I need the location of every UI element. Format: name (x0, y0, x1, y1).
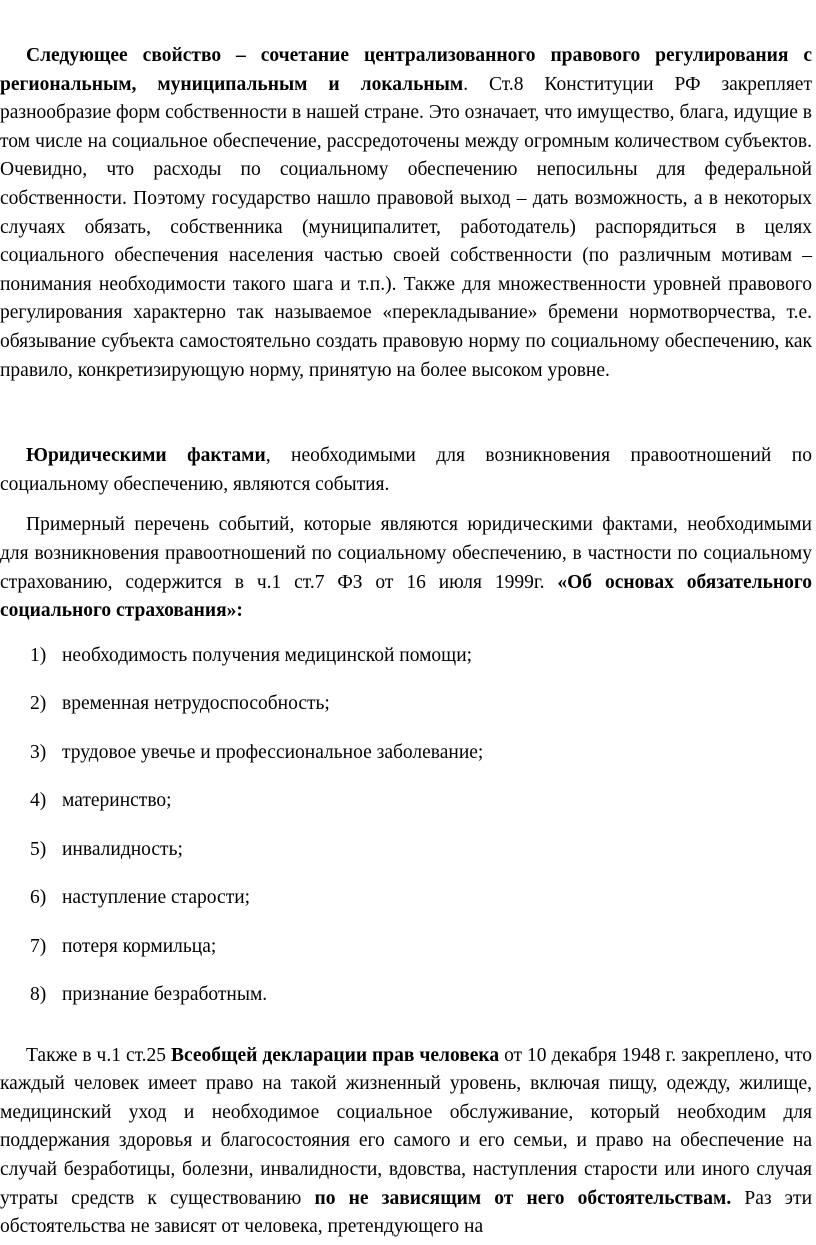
list-item-number: 4) (30, 790, 47, 812)
paragraph-declaration-text-a: Также в ч.1 ст.25 (26, 1044, 171, 1066)
list-item (0, 739, 812, 788)
blank-space (0, 1030, 812, 1042)
events-list (0, 642, 812, 1030)
list-item-text: трудовое увечье и профессиональное заболевание; (62, 741, 484, 763)
paragraph-declaration-text-c: Раз эти обстоятельства не зависят от человека, претендующего на (0, 1187, 813, 1238)
paragraph-declaration-text-b: от 10 декабря 1948 г. закреплено, что каждый человек имеет право на такой жизненный уровень, включая пищу, одежду, жилище, медицинский уход и необходимое социальное обслуживание, который необходим для поддержания здоровья и благосостояния его самого и его семьи, и право на обеспечение на случай безработицы, болезни, инвалидности, вдовства, наступления старости или иного случая утраты средств к существованию (0, 1044, 812, 1209)
list-item-text: временная нетрудоспособность; (62, 693, 330, 715)
list-item (0, 690, 812, 739)
list-item-text: необходимость получения медицинской помощи; (62, 644, 473, 666)
list-item (0, 642, 812, 691)
list-item-number: 5) (30, 838, 47, 860)
list-item-text: потеря кормильца; (62, 935, 217, 957)
paragraph-legal-regulation (0, 42, 812, 385)
list-item-text: признание безработным. (62, 984, 268, 1006)
paragraph-legal-facts-heading: Юридическими фактами (26, 445, 266, 467)
list-item-number: 2) (30, 693, 47, 715)
list-item-text: материнство; (62, 790, 172, 812)
list-item-text: инвалидность; (62, 838, 183, 860)
list-item-number: 7) (30, 935, 47, 957)
blank-space (0, 385, 812, 442)
paragraph-legal-regulation-heading: Следующее свойство – сочетание централизованного правового регулирования с региональным, муниципальным и локальным (0, 45, 812, 95)
paragraph-events-intro (0, 511, 812, 625)
list-item (0, 981, 812, 1030)
law-title: «Об основах обязательного социального страхования»: (0, 571, 813, 622)
list-item-number: 3) (30, 741, 47, 763)
declaration-title: Всеобщей декларации прав человека (170, 1044, 500, 1066)
paragraph-legal-regulation-text: . Ст.8 Конституции РФ закрепляет разнообразие форм собственности в нашей стране. Это означает, что имущество, блага, идущие в том числе на социальное обеспечение, рассредоточены между огромным количеством субъектов. Очевидно, что расходы по социальному обеспечению непосильны для федеральной собственности. Поэтому государство нашло правовой выход – дать возможность, а в некоторых случаях обязать, собственника (муниципалитет, работодатель) распорядиться в целях социального обеспечения населения частью своей собственности (по различным мотивам – понимания необходимости такого шага и т.п.). Также для множественности уровней правового регулирования характерно так называемое «перекладывание» бремени нормотворчества, т.е. обязывание субъекта самостоятельно создать правовую норму по социальному обеспечению, как правило, конкретизирующую норму, принятую на более высоком уровне. (0, 73, 812, 381)
paragraph-declaration (0, 1042, 812, 1242)
list-item (0, 836, 812, 885)
paragraph-legal-facts-text: , необходимыми для возникновения правоотношений по социальному обеспечению, являются события. (0, 445, 812, 495)
list-item (0, 933, 812, 982)
list-item-number: 8) (30, 984, 47, 1006)
list-item-number: 1) (30, 644, 47, 666)
list-item-number: 6) (30, 887, 47, 909)
list-item-text: наступление старости; (62, 887, 251, 909)
list-item (0, 787, 812, 836)
paragraph-events-intro-text: Примерный перечень событий, которые являются юридическими фактами, необходимыми для возникновения правоотношений по социальному обеспечению, в частности по социальному страхованию, содержится в ч.1 ст.7 ФЗ от 16 июля 1999г. (0, 514, 812, 593)
list-item (0, 884, 812, 933)
paragraph-legal-facts (0, 442, 812, 499)
blank-space (0, 499, 812, 511)
document-page (0, 42, 812, 1242)
circumstances-phrase: по не зависящим от него обстоятельствам. (314, 1187, 732, 1209)
